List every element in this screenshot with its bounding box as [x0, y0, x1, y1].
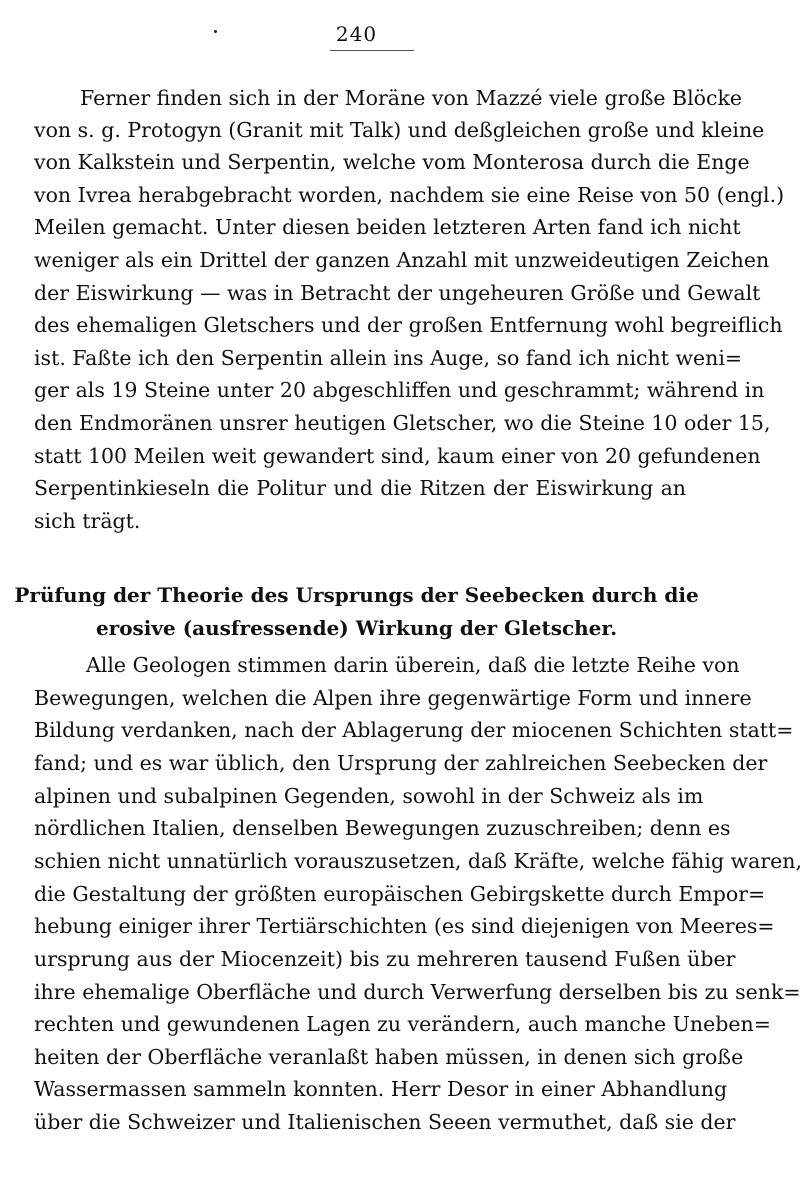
text-line: von Kalkstein und Serpentin, welche vom Monterosa durch die Enge	[34, 150, 750, 174]
text-line: nördlichen Italien, denselben Bewegungen zuzuschreiben; denn es	[34, 816, 731, 840]
text-line: den Endmoränen unsrer heutigen Gletscher, wo die Steine 10 oder 15,	[34, 411, 771, 435]
text-line: fand; und es war üblich, den Ursprung der zahlreichen Seebecken der	[34, 751, 768, 775]
text-line: heiten der Oberfläche veranlaßt haben müssen, in denen sich große	[34, 1045, 744, 1069]
text-line: ist. Faßte ich den Serpentin allein ins Auge, so fand ich nicht weni=	[34, 346, 743, 370]
page-number: 240	[335, 22, 378, 46]
text-line: ger als 19 Steine unter 20 abgeschliffen und geschrammt; während in	[34, 378, 765, 402]
text-line: sich trägt.	[34, 509, 141, 533]
text-line: statt 100 Meilen weit gewandert sind, kaum einer von 20 gefundenen	[34, 444, 761, 468]
text-line: ursprung aus der Miocenzeit) bis zu mehreren tausend Fußen über	[34, 947, 736, 971]
text-line: Serpentinkieseln die Politur und die Ritzen der Eiswirkung an	[34, 476, 686, 500]
text-line: von Ivrea herabgebracht worden, nachdem sie eine Reise von 50 (engl.)	[34, 183, 785, 207]
text-line: weniger als ein Drittel der ganzen Anzahl mit unzweideutigen Zeichen	[34, 248, 770, 272]
text-line: des ehemaligen Gletschers und der großen Entfernung wohl begreiflich	[34, 313, 783, 337]
text-line: Meilen gemacht. Unter diesen beiden letzteren Arten fand ich nicht	[34, 215, 741, 239]
section-heading-line: Prüfung der Theorie des Ursprungs der Seebecken durch die	[14, 583, 699, 607]
text-line: die Gestaltung der größten europäischen Gebirgskette durch Empor=	[34, 882, 766, 906]
text-line: über die Schweizer und Italienischen Seeen vermuthet, daß sie der	[34, 1110, 736, 1134]
text-line: Bildung verdanken, nach der Ablagerung der miocenen Schichten statt=	[34, 718, 794, 742]
text-line: Ferner finden sich in der Moräne von Mazzé viele große Blöcke	[80, 86, 743, 110]
text-line: Alle Geologen stimmen darin überein, daß die letzte Reihe von	[86, 653, 740, 677]
text-line: von s. g. Protogyn (Granit mit Talk) und deßgleichen große und kleine	[34, 118, 765, 142]
text-line: hebung einiger ihrer Tertiärschichten (es sind diejenigen von Meeres=	[34, 914, 775, 938]
text-line: Bewegungen, welchen die Alpen ihre gegenwärtige Form und innere	[34, 686, 752, 710]
text-line: schien nicht unnatürlich vorauszusetzen, daß Kräfte, welche fähig waren,	[34, 849, 802, 873]
section-heading-line: erosive (ausfressende) Wirkung der Gletscher.	[95, 616, 618, 640]
text-line: Wassermassen sammeln konnten. Herr Desor in einer Abhandlung	[34, 1077, 728, 1101]
page-number-rule	[330, 50, 414, 51]
text-line: rechten und gewundenen Lagen zu verändern, auch manche Uneben=	[34, 1012, 771, 1036]
text-line: der Eiswirkung — was in Betracht der ungeheuren Größe und Gewalt	[34, 281, 761, 305]
text-line: ihre ehemalige Oberfläche und durch Verwerfung derselben bis zu senk=	[34, 980, 801, 1004]
text-line: alpinen und subalpinen Gegenden, sowohl in der Schweiz als im	[34, 784, 704, 808]
